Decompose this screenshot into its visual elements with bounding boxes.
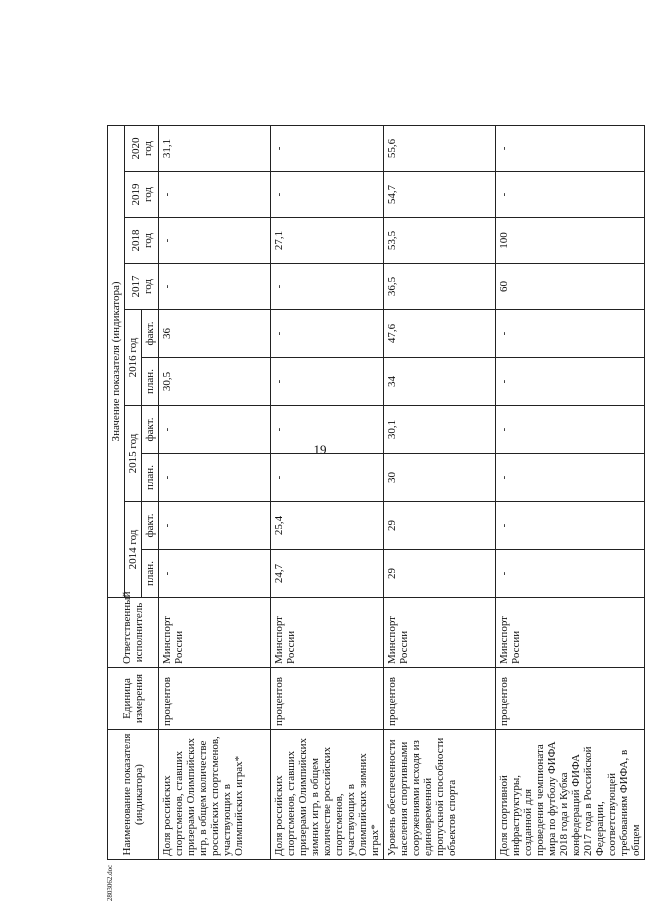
- cell-name: Доля российских спортсменов, ставших призерами Олимпийских зимних игр, в общем количестве российских спортсменов, участвующих в Олимпийских зимних играх*: [271, 730, 384, 860]
- cell-name: Уровень обеспеченности населения спортивными сооружениями исходя из единовременной пропускной способности объектов спорта: [384, 730, 496, 860]
- cell-value: -: [496, 550, 645, 598]
- cell-responsible: Минспорт России: [159, 598, 271, 668]
- page-number: 19: [313, 442, 327, 457]
- header-2016-fact: факт.: [142, 310, 159, 358]
- row-spacer: [496, 29, 645, 125]
- header-unit: Единица измерения: [108, 668, 159, 730]
- cell-value: -: [496, 172, 645, 218]
- cell-value: -: [159, 264, 271, 310]
- cell-unit: процентов: [159, 668, 271, 730]
- cell-value: 54,7: [384, 172, 496, 218]
- cell-value: 27,1: [271, 218, 384, 264]
- cell-value: -: [159, 218, 271, 264]
- table-row: [271, 29, 384, 859]
- table-row: [496, 29, 645, 859]
- header-name: Наименование показателя (индикатора): [108, 730, 159, 860]
- cell-value: 36,5: [384, 264, 496, 310]
- cell-value: -: [496, 502, 645, 550]
- indicators-table: [107, 29, 645, 860]
- cell-value: 100: [496, 218, 645, 264]
- rotated-table-wrapper: [107, 30, 642, 860]
- cell-value: -: [496, 406, 645, 454]
- cell-value: -: [271, 406, 384, 454]
- cell-unit: процентов: [496, 668, 645, 730]
- cell-value: -: [271, 454, 384, 502]
- header-2014-plan: план.: [142, 550, 159, 598]
- cell-value: -: [271, 264, 384, 310]
- header-2015: 2015 год: [125, 406, 142, 502]
- header-2018: 2018 год: [125, 218, 159, 264]
- cell-responsible: Минспорт России: [496, 598, 645, 668]
- header-2014-fact: факт.: [142, 502, 159, 550]
- table-spacer: [108, 29, 159, 125]
- cell-value: 47,6: [384, 310, 496, 358]
- row-spacer: [159, 29, 271, 125]
- table-row: [384, 29, 496, 859]
- cell-value: 29: [384, 502, 496, 550]
- cell-responsible: Минспорт России: [271, 598, 384, 668]
- cell-value: 25,4: [271, 502, 384, 550]
- cell-value: -: [159, 502, 271, 550]
- cell-value: 60: [496, 264, 645, 310]
- cell-value: -: [159, 406, 271, 454]
- cell-value: -: [496, 454, 645, 502]
- footer-code-text: 2803062.doc: [106, 864, 114, 902]
- cell-value: -: [496, 310, 645, 358]
- header-2016: 2016 год: [125, 310, 142, 406]
- table-row: [159, 29, 271, 859]
- cell-value: -: [159, 550, 271, 598]
- header-2020: 2020 год: [125, 125, 159, 171]
- cell-value: -: [496, 125, 645, 171]
- cell-value: -: [271, 358, 384, 406]
- cell-value: 31,1: [159, 125, 271, 171]
- header-responsible: Ответственный исполнитель: [108, 598, 159, 668]
- cell-value: 24,7: [271, 550, 384, 598]
- row-spacer: [271, 29, 384, 125]
- row-spacer: [384, 29, 496, 125]
- header-2017: 2017 год: [125, 264, 159, 310]
- header-2016-plan: план.: [142, 358, 159, 406]
- cell-name: Доля российских спортсменов, ставших призерами Олимпийских игр, в общем количестве российских спортсменов, участвующих в Олимпийских играх*: [159, 730, 271, 860]
- header-2014: 2014 год: [125, 502, 142, 598]
- cell-value: 30: [384, 454, 496, 502]
- cell-value: 55,6: [384, 125, 496, 171]
- cell-value: 36: [159, 310, 271, 358]
- cell-responsible: Минспорт России: [384, 598, 496, 668]
- cell-value: 53,5: [384, 218, 496, 264]
- cell-value: 30,5: [159, 358, 271, 406]
- cell-value: -: [496, 358, 645, 406]
- cell-value: -: [271, 310, 384, 358]
- cell-value: -: [271, 125, 384, 171]
- cell-value: -: [159, 172, 271, 218]
- cell-unit: процентов: [384, 668, 496, 730]
- cell-unit: процентов: [271, 668, 384, 730]
- cell-value: 34: [384, 358, 496, 406]
- header-values: Значение показателя (индикатора): [108, 125, 125, 597]
- cell-name: Доля спортивной инфраструктуры, созданной для проведения чемпионата мира по футболу ФИФА 2018 года и Кубка конфедераций ФИФА 2017 года в Российской Федерации, соответствующей требованиям ФИФА, в общем: [496, 730, 645, 860]
- footer-code: [100, 863, 120, 903]
- cell-value: -: [159, 454, 271, 502]
- header-2015-plan: план.: [142, 454, 159, 502]
- header-2015-fact: факт.: [142, 406, 159, 454]
- header-2019: 2019 год: [125, 172, 159, 218]
- cell-value: 29: [384, 550, 496, 598]
- cell-value: -: [271, 172, 384, 218]
- cell-value: 30,1: [384, 406, 496, 454]
